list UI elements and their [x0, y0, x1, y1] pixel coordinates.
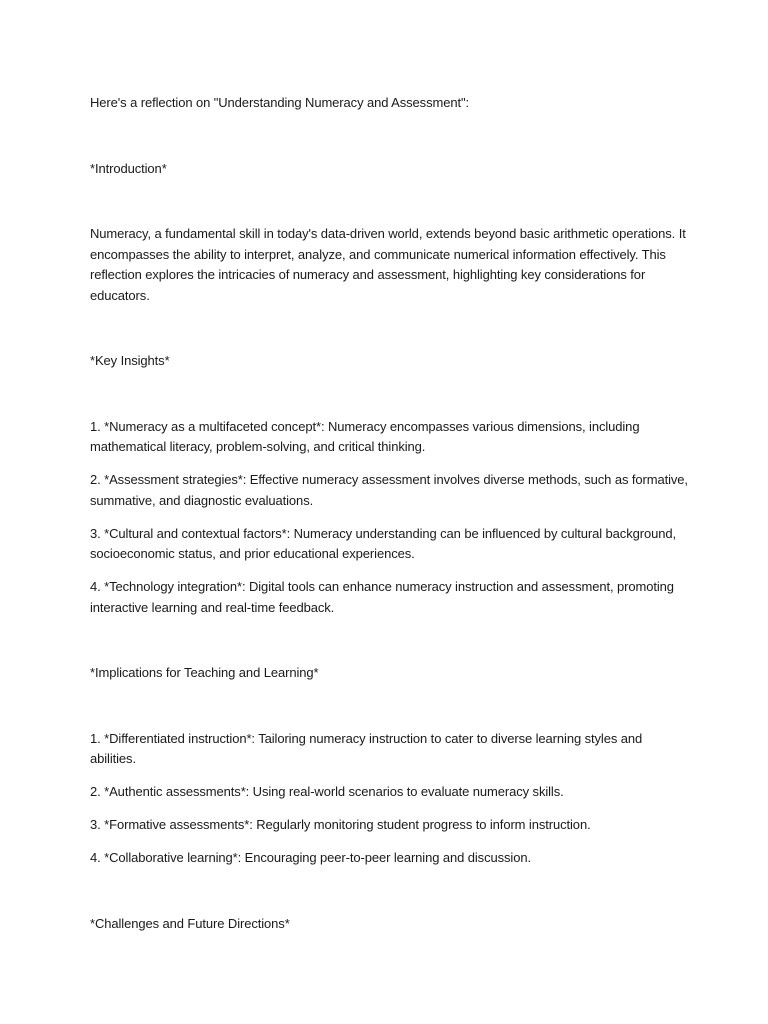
list-item: 3. *Formative assessments*: Regularly monitoring student progress to inform instruction. [90, 817, 591, 832]
implications-list [90, 729, 690, 869]
document-page [90, 93, 690, 979]
challenges-heading: *Challenges and Future Directions* [90, 915, 290, 931]
introduction-paragraph: Numeracy, a fundamental skill in today's data-driven world, extends beyond basic arithmetic operations. It encompasses the ability to interpret, analyze, and communicate numerical information effectively. This reflection explores the intricacies of numeracy and assessment, highlighting key considerations for educators. [90, 226, 686, 303]
introduction-heading: *Introduction* [90, 160, 167, 176]
list-item: 1. *Numeracy as a multifaceted concept*: Numeracy encompasses various dimensions, including mathematical literacy, problem-solving, and critical thinking. [90, 418, 640, 454]
list-item: 2. *Assessment strategies*: Effective numeracy assessment involves diverse methods, such as formative, summative, and diagnostic evaluations. [90, 472, 688, 508]
list-item: 3. *Cultural and contextual factors*: Numeracy understanding can be influenced by cultural background, socioeconomic status, and prior educational experiences. [90, 525, 676, 561]
list-item: 4. *Technology integration*: Digital tools can enhance numeracy instruction and assessment, promoting interactive learning and real-time feedback. [90, 579, 674, 615]
list-item: 2. *Authentic assessments*: Using real-world scenarios to evaluate numeracy skills. [90, 784, 564, 799]
implications-heading: *Implications for Teaching and Learning* [90, 665, 319, 680]
key-insights-list [90, 417, 690, 619]
list-item: 4. *Collaborative learning*: Encouraging peer-to-peer learning and discussion. [90, 850, 531, 865]
list-item: 1. *Differentiated instruction*: Tailoring numeracy instruction to cater to diverse learning styles and abilities. [90, 730, 643, 766]
intro-line: Here's a reflection on "Understanding Numeracy and Assessment": [90, 95, 469, 110]
key-insights-heading: *Key Insights* [90, 353, 170, 368]
